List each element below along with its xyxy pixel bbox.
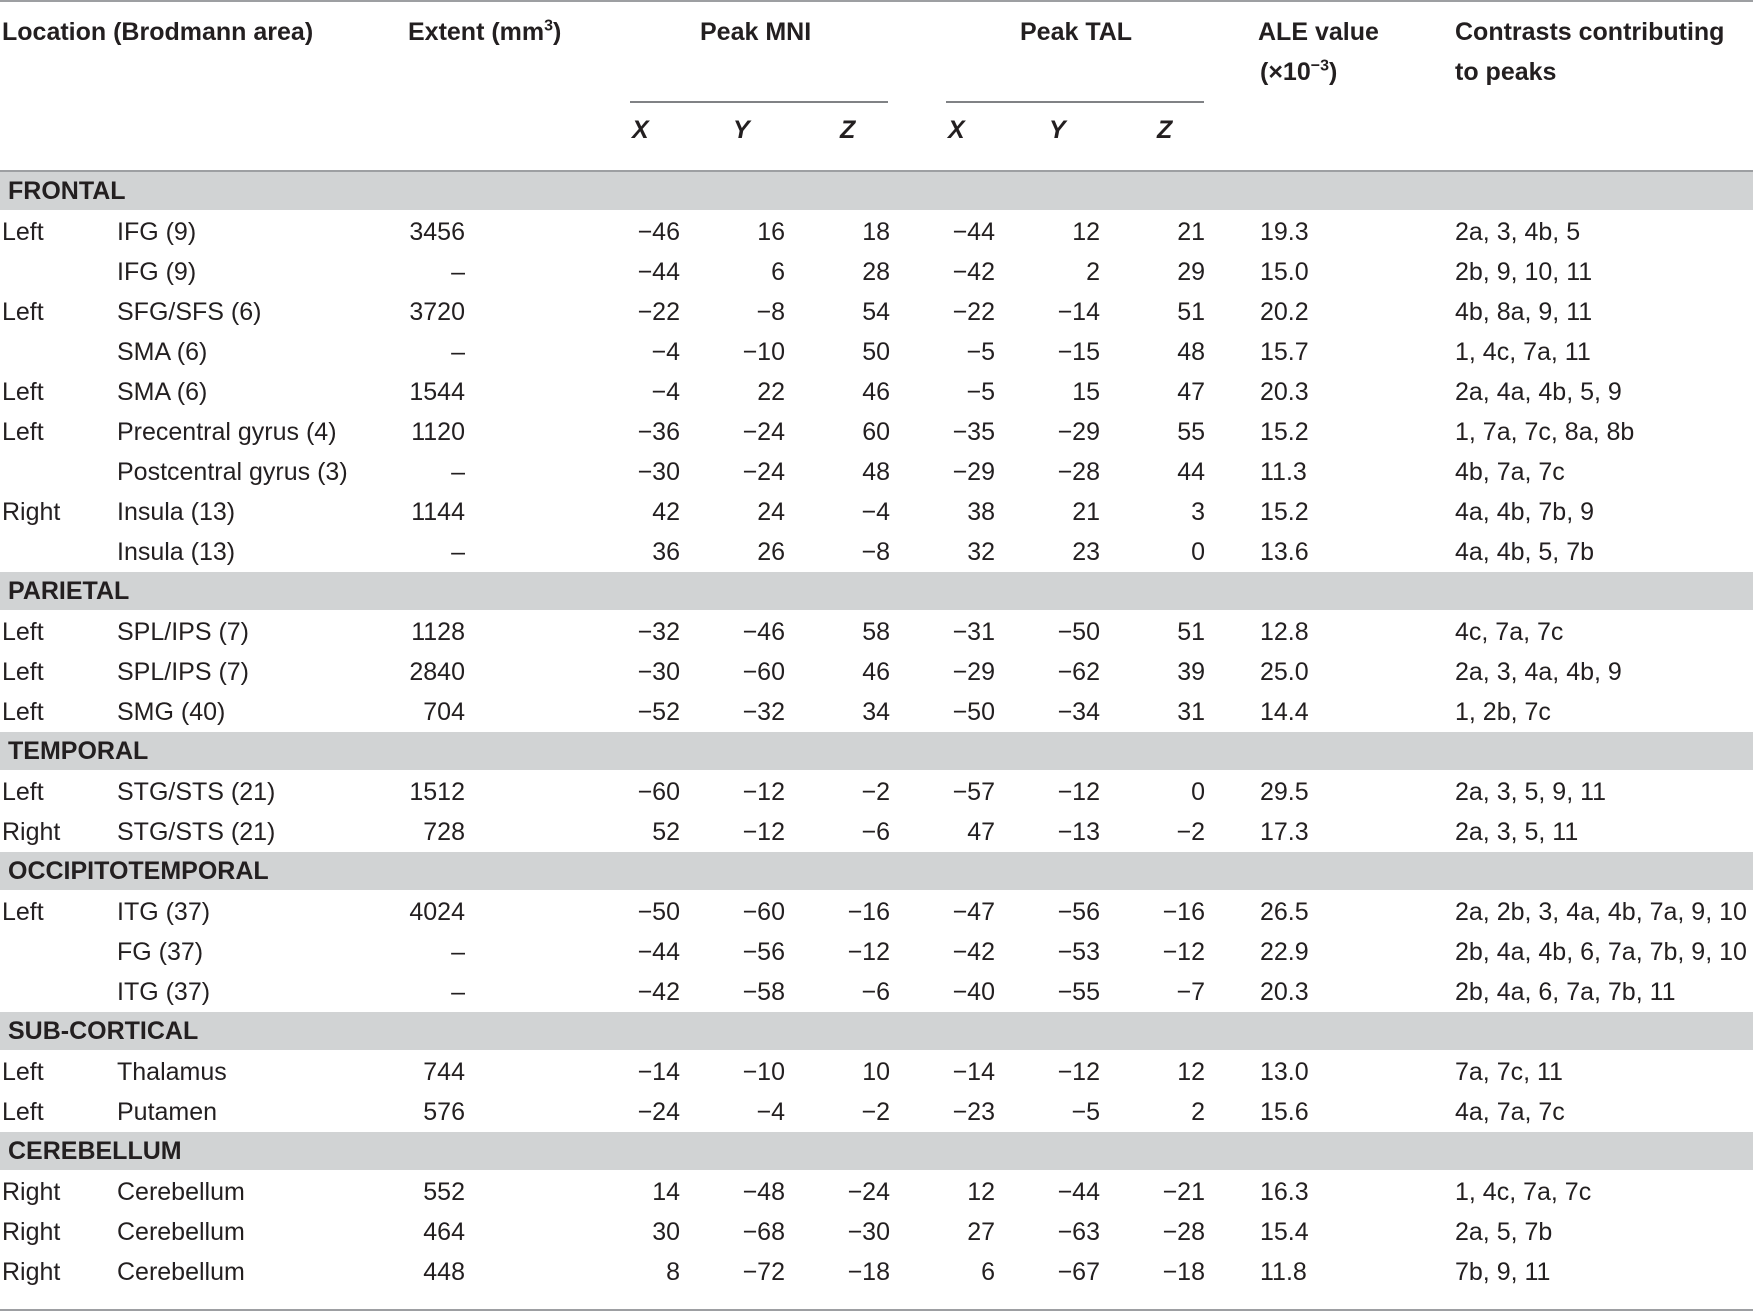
cell-tal-z: 0	[1191, 778, 1205, 806]
cell-ale: 15.2	[1260, 498, 1309, 526]
cell-extent: 704	[423, 698, 465, 726]
header-contrasts-2: to peaks	[1455, 58, 1557, 86]
section-title: PARIETAL	[8, 577, 130, 605]
cell-contrasts: 2a, 5, 7b	[1455, 1218, 1553, 1246]
cell-tal-x: −22	[952, 298, 995, 326]
cell-tal-x: −40	[952, 978, 995, 1006]
cell-tal-y: −50	[1057, 618, 1100, 646]
cell-extent: 1544	[409, 378, 465, 406]
cell-tal-x: −50	[952, 698, 995, 726]
cell-tal-x: −5	[966, 338, 995, 366]
cell-contrasts: 2a, 3, 4a, 4b, 9	[1455, 658, 1622, 686]
cell-tal-z: 21	[1177, 218, 1205, 246]
cell-region: IFG (9)	[117, 218, 197, 246]
cell-contrasts: 2a, 3, 5, 9, 11	[1455, 778, 1607, 806]
cell-extent: 1120	[411, 418, 465, 446]
table-row	[0, 692, 1753, 732]
table-row	[0, 892, 1753, 932]
cell-mni-y: −8	[756, 298, 785, 326]
cell-contrasts: 4c, 7a, 7c	[1455, 618, 1564, 646]
cell-tal-x: 32	[967, 538, 995, 566]
cell-ale: 15.4	[1260, 1218, 1309, 1246]
cell-tal-z: −2	[1176, 818, 1205, 846]
cell-mni-z: 50	[862, 338, 890, 366]
cell-tal-z: 51	[1177, 298, 1205, 326]
cell-mni-x: 52	[652, 818, 680, 846]
cell-region: SPL/IPS (7)	[117, 658, 249, 686]
cell-contrasts: 4a, 4b, 7b, 9	[1455, 498, 1595, 526]
cell-contrasts: 2b, 4a, 6, 7a, 7b, 11	[1455, 978, 1676, 1006]
cell-contrasts: 1, 7a, 7c, 8a, 8b	[1455, 418, 1635, 446]
cell-region: Insula (13)	[117, 498, 236, 526]
cell-ale: 16.3	[1260, 1178, 1309, 1206]
cell-tal-x: 6	[981, 1258, 995, 1286]
header-ale-value: ALE value	[1258, 18, 1379, 46]
cell-side: Left	[2, 378, 44, 406]
cell-extent: 1128	[411, 618, 465, 646]
cell-tal-y: −44	[1057, 1178, 1100, 1206]
cell-mni-x: 42	[652, 498, 680, 526]
cell-tal-y: −34	[1057, 698, 1100, 726]
cell-mni-z: 10	[862, 1058, 890, 1086]
cell-tal-z: 48	[1177, 338, 1205, 366]
cell-mni-y: −24	[742, 418, 785, 446]
cell-tal-z: 12	[1177, 1058, 1205, 1086]
cell-extent: –	[451, 938, 465, 966]
cell-mni-x: 30	[652, 1218, 680, 1246]
cell-ale: 15.6	[1260, 1098, 1309, 1126]
cell-tal-x: −47	[952, 898, 995, 926]
cell-extent: 728	[423, 818, 465, 846]
cell-tal-x: −57	[952, 778, 995, 806]
cell-ale: 25.0	[1260, 658, 1309, 686]
cell-contrasts: 2a, 3, 4b, 5	[1455, 218, 1581, 246]
table-row	[0, 212, 1753, 252]
cell-mni-x: −4	[651, 338, 680, 366]
cell-ale: 14.4	[1260, 698, 1309, 726]
cell-mni-x: −46	[637, 218, 680, 246]
cell-tal-z: 3	[1191, 498, 1205, 526]
cell-extent: –	[451, 258, 465, 286]
cell-extent: 576	[423, 1098, 465, 1126]
cell-region: Precentral gyrus (4)	[117, 418, 337, 446]
cell-tal-x: −31	[952, 618, 995, 646]
section-title: SUB-CORTICAL	[8, 1017, 199, 1045]
cell-side: Left	[2, 698, 44, 726]
cell-tal-x: −29	[952, 458, 995, 486]
cell-tal-y: −13	[1057, 818, 1100, 846]
cell-mni-y: −12	[742, 818, 785, 846]
cell-region: SFG/SFS (6)	[117, 298, 262, 326]
cell-mni-x: 36	[652, 538, 680, 566]
cell-contrasts: 4a, 7a, 7c	[1455, 1098, 1565, 1126]
cell-mni-x: −22	[637, 298, 680, 326]
cell-tal-x: −42	[952, 938, 995, 966]
cell-region: SMG (40)	[117, 698, 226, 726]
cell-tal-z: −12	[1162, 938, 1205, 966]
cell-tal-z: 51	[1177, 618, 1205, 646]
axis-tal-x: X	[948, 116, 965, 144]
cell-mni-x: −4	[651, 378, 680, 406]
cell-tal-x: 38	[967, 498, 995, 526]
section-header	[0, 172, 1753, 210]
cell-ale: 11.8	[1260, 1258, 1307, 1286]
table-row	[0, 612, 1753, 652]
table-row	[0, 772, 1753, 812]
cell-mni-z: 46	[862, 378, 890, 406]
cell-tal-z: 55	[1177, 418, 1205, 446]
table-row	[0, 252, 1753, 292]
cell-tal-y: −28	[1057, 458, 1100, 486]
cell-mni-y: −10	[742, 1058, 785, 1086]
cell-mni-z: −6	[861, 818, 890, 846]
cell-mni-z: 48	[862, 458, 890, 486]
cell-side: Left	[2, 418, 44, 446]
cell-mni-z: −18	[847, 1258, 890, 1286]
cell-tal-z: −16	[1162, 898, 1205, 926]
cell-mni-x: −30	[637, 458, 680, 486]
cell-side: Left	[2, 1098, 44, 1126]
table-row	[0, 1092, 1753, 1132]
cell-side: Right	[2, 818, 61, 846]
cell-ale: 29.5	[1260, 778, 1309, 806]
cell-tal-y: −55	[1057, 978, 1100, 1006]
cell-tal-x: −42	[952, 258, 995, 286]
table-row	[0, 1052, 1753, 1092]
cell-ale: 11.3	[1260, 458, 1307, 486]
cell-mni-x: −50	[637, 898, 680, 926]
table-row	[0, 492, 1753, 532]
section-header	[0, 572, 1753, 610]
table-row	[0, 372, 1753, 412]
cell-mni-z: −6	[861, 978, 890, 1006]
table-row	[0, 412, 1753, 452]
cell-tal-y: −15	[1057, 338, 1100, 366]
cell-extent: –	[451, 978, 465, 1006]
cell-mni-z: 34	[862, 698, 890, 726]
cell-region: SMA (6)	[117, 378, 208, 406]
cell-mni-y: −24	[742, 458, 785, 486]
header-peak-tal: Peak TAL	[1020, 18, 1133, 46]
cell-tal-z: 29	[1177, 258, 1205, 286]
cell-tal-z: 31	[1177, 698, 1205, 726]
cell-contrasts: 4b, 8a, 9, 11	[1455, 298, 1593, 326]
cell-contrasts: 1, 2b, 7c	[1455, 698, 1551, 726]
axis-mni-x: X	[632, 116, 649, 144]
cell-region: IFG (9)	[117, 258, 197, 286]
cell-mni-z: −4	[861, 498, 890, 526]
cell-mni-y: −68	[742, 1218, 785, 1246]
table-row	[0, 332, 1753, 372]
cell-mni-y: 16	[757, 218, 785, 246]
cell-mni-x: −60	[637, 778, 680, 806]
cell-mni-z: 46	[862, 658, 890, 686]
cell-tal-z: −28	[1162, 1218, 1205, 1246]
cell-mni-x: −42	[637, 978, 680, 1006]
table-row	[0, 1172, 1753, 1212]
cell-mni-y: 22	[757, 378, 785, 406]
cell-side: Left	[2, 778, 44, 806]
cell-ale: 15.2	[1260, 418, 1309, 446]
cell-mni-z: 54	[862, 298, 890, 326]
cell-region: Thalamus	[117, 1058, 227, 1086]
cell-tal-z: 39	[1177, 658, 1205, 686]
cell-side: Left	[2, 618, 44, 646]
cell-side: Left	[2, 298, 44, 326]
cell-region: Cerebellum	[117, 1218, 245, 1246]
cell-tal-y: −53	[1057, 938, 1100, 966]
header-ale-scale: $(\times 10^{-3})$	[1260, 57, 1338, 86]
cell-side: Right	[2, 498, 61, 526]
cell-extent: –	[451, 338, 465, 366]
cell-side: Right	[2, 1178, 61, 1206]
cell-mni-x: 14	[652, 1178, 680, 1206]
cell-tal-y: −62	[1057, 658, 1100, 686]
cell-contrasts: 7b, 9, 11	[1455, 1258, 1551, 1286]
cell-region: Postcentral gyrus (3)	[117, 458, 348, 486]
cell-ale: 20.3	[1260, 978, 1309, 1006]
cell-ale: 17.3	[1260, 818, 1309, 846]
cell-mni-y: −46	[742, 618, 785, 646]
cell-mni-y: −48	[742, 1178, 785, 1206]
cell-mni-y: −32	[742, 698, 785, 726]
cell-tal-z: 0	[1191, 538, 1205, 566]
cell-extent: 552	[423, 1178, 465, 1206]
cell-contrasts: 2a, 3, 5, 11	[1455, 818, 1579, 846]
cell-tal-y: −63	[1057, 1218, 1100, 1246]
cell-mni-z: −16	[847, 898, 890, 926]
section-title: OCCIPITOTEMPORAL	[8, 857, 269, 885]
cell-mni-y: 26	[757, 538, 785, 566]
cell-ale: 13.6	[1260, 538, 1309, 566]
cell-extent: –	[451, 538, 465, 566]
cell-tal-y: 21	[1072, 498, 1100, 526]
cell-region: SPL/IPS (7)	[117, 618, 249, 646]
cell-tal-y: −14	[1057, 298, 1100, 326]
cell-tal-y: 2	[1086, 258, 1100, 286]
table-row	[0, 292, 1753, 332]
cell-tal-y: 23	[1072, 538, 1100, 566]
cell-tal-z: −18	[1162, 1258, 1205, 1286]
table-row	[0, 1212, 1753, 1252]
cell-tal-y: −67	[1057, 1258, 1100, 1286]
cell-mni-x: −14	[637, 1058, 680, 1086]
cell-ale: 15.0	[1260, 258, 1309, 286]
cell-mni-y: −10	[742, 338, 785, 366]
cell-region: Cerebellum	[117, 1258, 245, 1286]
cell-ale: 12.8	[1260, 618, 1309, 646]
cell-mni-y: 6	[771, 258, 785, 286]
cell-ale: 26.5	[1260, 898, 1309, 926]
cell-ale: 20.3	[1260, 378, 1309, 406]
section-title: FRONTAL	[8, 177, 126, 205]
cell-side: Left	[2, 898, 44, 926]
cell-contrasts: 7a, 7c, 11	[1455, 1058, 1563, 1086]
cell-mni-z: −2	[861, 1098, 890, 1126]
cell-tal-z: 47	[1177, 378, 1205, 406]
section-header	[0, 1012, 1753, 1050]
cell-tal-x: −35	[952, 418, 995, 446]
cell-ale: 20.2	[1260, 298, 1309, 326]
cell-region: SMA (6)	[117, 338, 208, 366]
cell-tal-x: −5	[966, 378, 995, 406]
cell-mni-y: −12	[742, 778, 785, 806]
cell-mni-z: 18	[862, 218, 890, 246]
cell-mni-x: −32	[637, 618, 680, 646]
cell-tal-y: 12	[1072, 218, 1100, 246]
cell-mni-x: −52	[637, 698, 680, 726]
table-bottom-rule	[0, 1309, 1753, 1311]
table-top-rule	[0, 0, 1753, 2]
cell-mni-y: 24	[757, 498, 785, 526]
cell-ale: 15.7	[1260, 338, 1309, 366]
cell-mni-y: −60	[742, 898, 785, 926]
section-header	[0, 732, 1753, 770]
cell-tal-y: −29	[1057, 418, 1100, 446]
cell-mni-z: −12	[847, 938, 890, 966]
cell-ale: 22.9	[1260, 938, 1309, 966]
cell-region: Cerebellum	[117, 1178, 245, 1206]
table-row	[0, 532, 1753, 572]
cell-mni-y: −72	[742, 1258, 785, 1286]
cell-contrasts: 2a, 4a, 4b, 5, 9	[1455, 378, 1622, 406]
axis-tal-z: Z	[1157, 116, 1173, 144]
cell-mni-z: 28	[862, 258, 890, 286]
section-title: CEREBELLUM	[8, 1137, 182, 1165]
cell-side: Left	[2, 658, 44, 686]
cell-contrasts: 1, 4c, 7a, 7c	[1455, 1178, 1592, 1206]
table-row	[0, 1252, 1753, 1292]
cell-region: Putamen	[117, 1098, 218, 1126]
peak-mni-underline	[630, 101, 888, 103]
cell-extent: 1144	[411, 498, 465, 526]
cell-tal-z: 2	[1191, 1098, 1205, 1126]
table-row	[0, 932, 1753, 972]
cell-mni-y: −60	[742, 658, 785, 686]
cell-region: ITG (37)	[117, 898, 211, 926]
cell-tal-y: −12	[1057, 778, 1100, 806]
cell-ale: 13.0	[1260, 1058, 1309, 1086]
cell-tal-z: −7	[1176, 978, 1205, 1006]
cell-extent: 2840	[409, 658, 465, 686]
cell-mni-y: −58	[742, 978, 785, 1006]
cell-tal-x: −14	[952, 1058, 995, 1086]
cell-contrasts: 2a, 2b, 3, 4a, 4b, 7a, 9, 10	[1455, 898, 1747, 926]
cell-extent: 1512	[409, 778, 465, 806]
cell-mni-z: 60	[862, 418, 890, 446]
table-row	[0, 812, 1753, 852]
cell-tal-y: −56	[1057, 898, 1100, 926]
peak-tal-underline	[946, 101, 1204, 103]
cell-mni-y: −4	[756, 1098, 785, 1126]
cell-tal-y: −12	[1057, 1058, 1100, 1086]
cell-tal-x: −23	[952, 1098, 995, 1126]
cell-tal-z: −21	[1162, 1178, 1205, 1206]
cell-tal-y: −5	[1071, 1098, 1100, 1126]
cell-tal-x: 12	[967, 1178, 995, 1206]
cell-contrasts: 4b, 7a, 7c	[1455, 458, 1565, 486]
cell-region: Insula (13)	[117, 538, 236, 566]
cell-mni-z: −8	[861, 538, 890, 566]
cell-extent: 464	[423, 1218, 465, 1246]
cell-mni-x: 8	[666, 1258, 680, 1286]
section-header	[0, 852, 1753, 890]
cell-tal-x: −29	[952, 658, 995, 686]
cell-mni-x: −30	[637, 658, 680, 686]
cell-extent: 744	[423, 1058, 465, 1086]
cell-tal-x: 27	[967, 1218, 995, 1246]
cell-extent: 3720	[409, 298, 465, 326]
cell-tal-y: 15	[1072, 378, 1100, 406]
table-row	[0, 452, 1753, 492]
cell-side: Right	[2, 1218, 61, 1246]
cell-contrasts: 1, 4c, 7a, 11	[1455, 338, 1591, 366]
cell-mni-z: −24	[847, 1178, 890, 1206]
header-location: Location (Brodmann area)	[2, 18, 314, 46]
cell-region: STG/STS (21)	[117, 818, 276, 846]
cell-tal-x: 47	[967, 818, 995, 846]
cell-region: ITG (37)	[117, 978, 211, 1006]
cell-contrasts: 2b, 4a, 4b, 6, 7a, 7b, 9, 10	[1455, 938, 1747, 966]
section-header	[0, 1132, 1753, 1170]
cell-side: Right	[2, 1258, 61, 1286]
cell-extent: –	[451, 458, 465, 486]
cell-mni-z: −2	[861, 778, 890, 806]
cell-mni-x: −44	[637, 938, 680, 966]
cell-extent: 3456	[409, 218, 465, 246]
axis-mni-z: Z	[840, 116, 856, 144]
cell-mni-x: −24	[637, 1098, 680, 1126]
cell-mni-z: 58	[862, 618, 890, 646]
section-title: TEMPORAL	[8, 737, 149, 765]
cell-extent: 4024	[409, 898, 465, 926]
cell-contrasts: 2b, 9, 10, 11	[1455, 258, 1593, 286]
cell-mni-x: −44	[637, 258, 680, 286]
table-row	[0, 652, 1753, 692]
header-extent: Extent $(mm^3)$	[408, 17, 562, 46]
cell-side: Left	[2, 218, 44, 246]
cell-region: FG (37)	[117, 938, 204, 966]
cell-extent: 448	[423, 1258, 465, 1286]
axis-mni-y: Y	[733, 116, 750, 144]
axis-tal-y: Y	[1049, 116, 1066, 144]
cell-side: Left	[2, 1058, 44, 1086]
cell-tal-z: 44	[1177, 458, 1205, 486]
cell-ale: 19.3	[1260, 218, 1309, 246]
cell-mni-x: −36	[637, 418, 680, 446]
cell-mni-y: −56	[742, 938, 785, 966]
cell-region: STG/STS (21)	[117, 778, 276, 806]
cell-contrasts: 4a, 4b, 5, 7b	[1455, 538, 1595, 566]
table-row	[0, 972, 1753, 1012]
cell-tal-x: −44	[952, 218, 995, 246]
cell-mni-z: −30	[847, 1218, 890, 1246]
header-contrasts: Contrasts contributing	[1455, 18, 1725, 46]
header-peak-mni: Peak MNI	[700, 18, 812, 46]
